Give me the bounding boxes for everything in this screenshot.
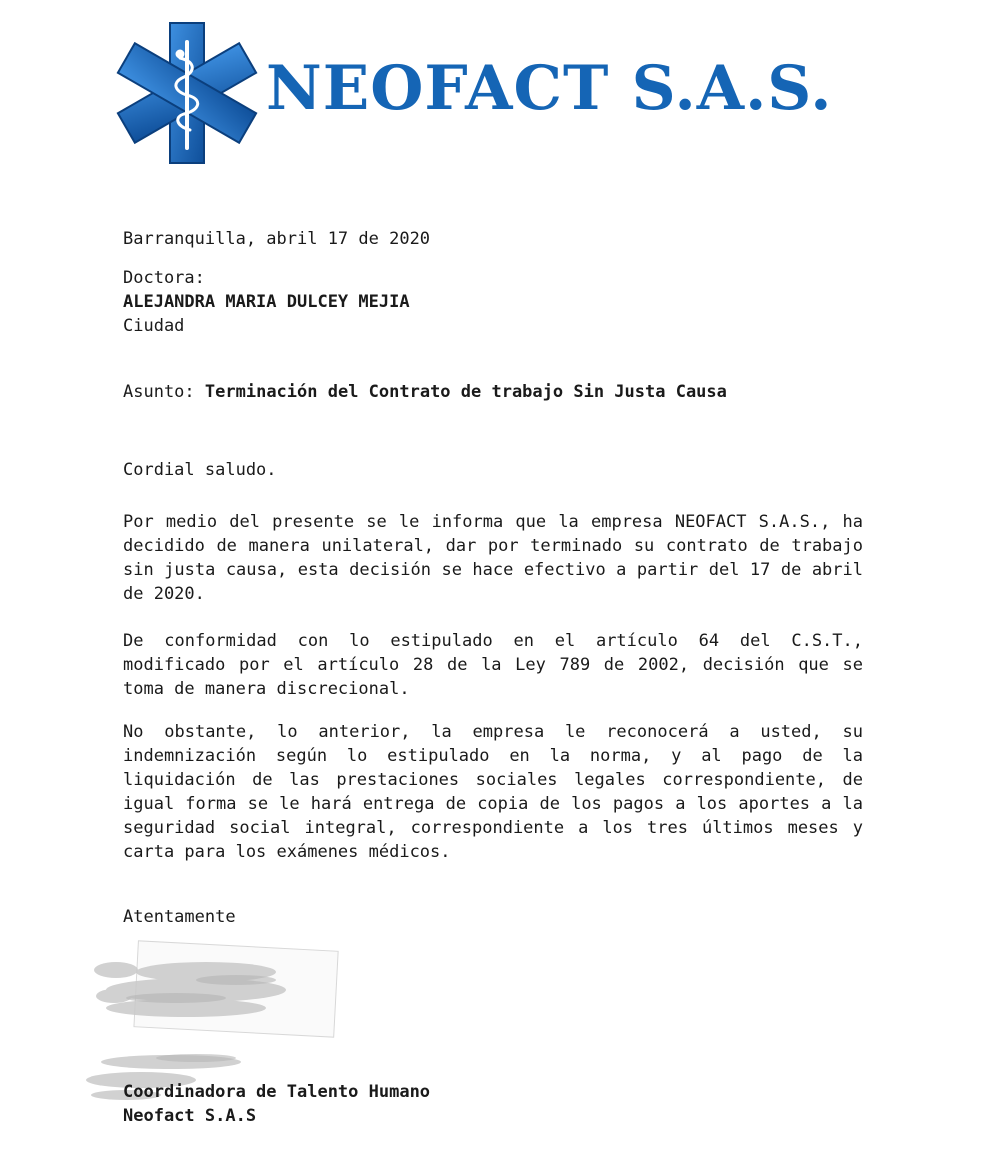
recipient-city: Ciudad (123, 316, 185, 336)
closing: Atentamente (123, 907, 236, 927)
recipient-title: Doctora: (123, 268, 205, 288)
recipient-block (123, 266, 863, 338)
body-paragraph-2: De conformidad con lo estipulado en el artículo 64 del C.S.T., modificado por el artículo 28 de la Ley 789 de 2002, decisión que se toma de manera discrecional. (123, 631, 863, 699)
body-paragraph-3: No obstante, lo anterior, la empresa le reconocerá a usted, su indemnización según lo estipulado en la norma, y al pago de la liquidación de las prestaciones sociales legales correspondiente, de igual forma se le hará entrega de copia de los pagos a los aportes a la seguridad social integral, correspondiente a los tres últimos meses y carta para los exámenes médicos. (123, 722, 863, 862)
date-line: Barranquilla, abril 17 de 2020 (123, 229, 431, 249)
company-logo-text: NEOFACT S.A.S. (266, 53, 833, 124)
recipient-name: ALEJANDRA MARIA DULCEY MEJIA (123, 292, 410, 312)
greeting: Cordial saludo. (123, 460, 277, 480)
letterhead-logo (114, 20, 834, 170)
signatory-role: Coordinadora de Talento Humano (123, 1082, 431, 1102)
signatory-block (123, 1080, 863, 1128)
subject-line (123, 380, 863, 404)
subject-label: Asunto: (123, 382, 195, 402)
subject-text: Terminación del Contrato de trabajo Sin Justa Causa (204, 382, 727, 402)
body-paragraph-1: Por medio del presente se le informa que la empresa NEOFACT S.A.S., ha decidido de manera unilateral, dar por terminado su contrato de trabajo sin justa causa, esta decisión se hace efectivo a partir del 17 de abril de 2020. (123, 512, 863, 604)
star-of-life-icon (114, 20, 260, 166)
signatory-company: Neofact S.A.S (123, 1106, 257, 1126)
